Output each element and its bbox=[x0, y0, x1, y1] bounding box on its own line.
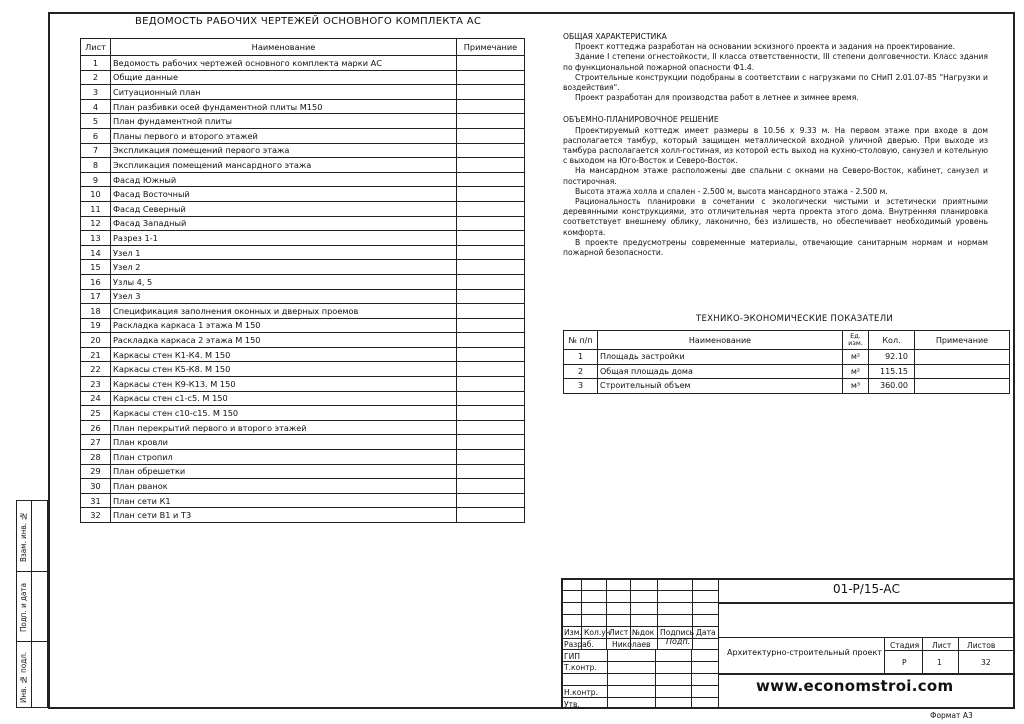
tep-unit: м² bbox=[843, 364, 869, 379]
stamp-grid-line bbox=[561, 614, 718, 615]
signature: Подп. bbox=[666, 637, 691, 646]
tep-col-name: Наименование bbox=[598, 331, 843, 350]
row-sheet: 8 bbox=[81, 158, 111, 173]
table-row bbox=[81, 406, 525, 421]
tep-col-num: № п/п bbox=[564, 331, 598, 350]
stamp-grid-line bbox=[561, 626, 718, 627]
table-row bbox=[81, 435, 525, 450]
row-sheet: 9 bbox=[81, 172, 111, 187]
row-name: Экспликация помещений мансардного этажа bbox=[111, 158, 457, 173]
stamp-col-kol: Кол.уч bbox=[584, 628, 611, 637]
general-p9: В проекте предусмотрены современные материалы, отвечающие санитарным нормам и нормам пожарной безопасности. bbox=[563, 237, 988, 258]
row-name: План кровли bbox=[111, 435, 457, 450]
tep-unit: м³ bbox=[843, 379, 869, 394]
row-note bbox=[457, 231, 525, 246]
row-name: Фасад Северный bbox=[111, 201, 457, 216]
row-sheet: 31 bbox=[81, 493, 111, 508]
row-sheet: 22 bbox=[81, 362, 111, 377]
side-label-sign: Подп. и дата bbox=[19, 582, 28, 632]
stamp-col-sign: Подпись bbox=[660, 628, 695, 637]
stamp-grid-line bbox=[561, 638, 718, 639]
row-name: Узлы 4, 5 bbox=[111, 274, 457, 289]
row-name: План перекрытий первого и второго этажей bbox=[111, 420, 457, 435]
table-row bbox=[81, 85, 525, 100]
table-row bbox=[81, 216, 525, 231]
table-row bbox=[81, 231, 525, 246]
col-note: Примечание bbox=[457, 39, 525, 56]
tep-num: 3 bbox=[564, 379, 598, 394]
tep-note bbox=[915, 350, 1010, 365]
row-note bbox=[457, 318, 525, 333]
row-note bbox=[457, 172, 525, 187]
stamp-grid-line bbox=[692, 578, 693, 649]
stamp-grid-line bbox=[718, 673, 1015, 675]
stamp-grid-line bbox=[718, 637, 1015, 638]
stamp-grid-line bbox=[958, 637, 959, 673]
drawings-title: ВЕДОМОСТЬ РАБОЧИХ ЧЕРТЕЖЕЙ ОСНОВНОГО КОМПЛЕКТА АС bbox=[135, 16, 482, 27]
row-sheet: 11 bbox=[81, 201, 111, 216]
table-row bbox=[81, 347, 525, 362]
stage-value: Р bbox=[902, 658, 907, 667]
tep-name: Строительный объем bbox=[598, 379, 843, 394]
row-name: Узел 1 bbox=[111, 245, 457, 260]
stamp-col-date: Дата bbox=[696, 628, 716, 637]
sheet-format: Формат А3 bbox=[930, 711, 973, 720]
row-sheet: 6 bbox=[81, 128, 111, 143]
row-note bbox=[457, 201, 525, 216]
row-sheet: 19 bbox=[81, 318, 111, 333]
stamp-role-gip: ГИП bbox=[564, 652, 581, 661]
col-sheet: Лист bbox=[81, 39, 111, 56]
table-row bbox=[81, 128, 525, 143]
row-note bbox=[457, 187, 525, 202]
tep-num: 2 bbox=[564, 364, 598, 379]
row-name: Спецификация заполнения оконных и дверных проемов bbox=[111, 304, 457, 319]
row-sheet: 26 bbox=[81, 420, 111, 435]
stamp-grid-line bbox=[884, 650, 1015, 651]
row-note bbox=[457, 99, 525, 114]
stamp-grid-line bbox=[884, 637, 885, 673]
row-sheet: 17 bbox=[81, 289, 111, 304]
row-note bbox=[457, 260, 525, 275]
document-code: 01-Р/15-АС bbox=[832, 582, 901, 596]
table-row bbox=[81, 143, 525, 158]
sheets-header: Листов bbox=[967, 641, 996, 650]
side-label-replace: Взам. инв. № bbox=[19, 511, 28, 563]
general-p3: Строительные конструкции подобраны в соответствии с нагрузками по СНиП 2.01.07-85 "Нагрузки и воздействия". bbox=[563, 72, 988, 93]
stamp-role-razrab: Разраб. bbox=[564, 640, 594, 649]
row-note bbox=[457, 158, 525, 173]
stamp-grid-line bbox=[561, 661, 718, 662]
row-name: План сети В1 и Т3 bbox=[111, 508, 457, 523]
row-sheet: 3 bbox=[81, 85, 111, 100]
stamp-grid-line bbox=[581, 578, 582, 649]
table-row bbox=[81, 187, 525, 202]
table-row bbox=[564, 364, 1010, 379]
row-note bbox=[457, 143, 525, 158]
row-sheet: 14 bbox=[81, 245, 111, 260]
stamp-grid-line bbox=[561, 649, 718, 650]
stamp-grid-line bbox=[655, 649, 656, 709]
planning-heading: ОБЪЕМНО-ПЛАНИРОВОЧНОЕ РЕШЕНИЕ bbox=[563, 115, 719, 125]
row-note bbox=[457, 435, 525, 450]
row-sheet: 15 bbox=[81, 260, 111, 275]
table-row bbox=[81, 245, 525, 260]
tep-name: Площадь застройки bbox=[598, 350, 843, 365]
tep-name: Общая площадь дома bbox=[598, 364, 843, 379]
stamp-razrab-name: Николаев bbox=[612, 640, 651, 649]
row-sheet: 7 bbox=[81, 143, 111, 158]
table-row bbox=[81, 377, 525, 392]
tep-note bbox=[915, 379, 1010, 394]
stage-header: Стадия bbox=[890, 641, 920, 650]
row-name: Каркасы стен с10-с15. М 150 bbox=[111, 406, 457, 421]
general-p2: Здание I степени огнестойкости, II класса ответственности, III степени долговечности. Класс здания по функциональной пожарной опасности Ф1.4. bbox=[563, 52, 988, 72]
stamp-col-ndoc: №док bbox=[632, 628, 655, 637]
row-name: Каркасы стен К9-К13. М 150 bbox=[111, 377, 457, 392]
general-p4: Проект разработан для производства работ в летнее и зимнее время. bbox=[575, 93, 859, 103]
row-name: План обрешетки bbox=[111, 464, 457, 479]
tep-qty: 92.10 bbox=[869, 350, 915, 365]
table-row bbox=[81, 70, 525, 85]
stamp-grid-line bbox=[691, 649, 692, 709]
stamp-role-nkontr: Н.контр. bbox=[564, 688, 598, 697]
table-row bbox=[81, 479, 525, 494]
row-name: Фасад Восточный bbox=[111, 187, 457, 202]
row-sheet: 32 bbox=[81, 508, 111, 523]
row-sheet: 23 bbox=[81, 377, 111, 392]
row-sheet: 24 bbox=[81, 391, 111, 406]
row-sheet: 21 bbox=[81, 347, 111, 362]
table-row bbox=[81, 274, 525, 289]
row-sheet: 12 bbox=[81, 216, 111, 231]
row-sheet: 16 bbox=[81, 274, 111, 289]
general-p7: Высота этажа холла и спален - 2.500 м, высота мансардного этажа - 2.500 м. bbox=[575, 186, 888, 196]
row-note bbox=[457, 333, 525, 348]
stamp-role-utv: Утв. bbox=[564, 700, 580, 709]
row-name: Узел 3 bbox=[111, 289, 457, 304]
row-note bbox=[457, 391, 525, 406]
row-note bbox=[457, 128, 525, 143]
row-name: Узел 2 bbox=[111, 260, 457, 275]
row-name: Раскладка каркаса 1 этажа М 150 bbox=[111, 318, 457, 333]
row-note bbox=[457, 304, 525, 319]
table-row bbox=[81, 158, 525, 173]
stamp-grid-line bbox=[561, 685, 718, 686]
general-heading: ОБЩАЯ ХАРАКТЕРИСТИКА bbox=[563, 32, 667, 41]
table-row bbox=[81, 464, 525, 479]
sheet-header: Лист bbox=[932, 641, 952, 650]
row-note bbox=[457, 70, 525, 85]
stamp-col-izm: Изм. bbox=[564, 628, 582, 637]
table-row bbox=[81, 420, 525, 435]
general-p5: Проектируемый коттедж имеет размеры в 10.56 х 9.33 м. На первом этаже при входе в дом располагается тамбур, который защищен металлической входной уличной дверью. При выходе из тамбура располагается холл-гостиная, из которой есть выход на кухню-столовую, санузел и котельную с выходом на Юго-Восток и Северо-Восток. bbox=[563, 125, 988, 166]
row-sheet: 20 bbox=[81, 333, 111, 348]
row-note bbox=[457, 289, 525, 304]
tep-qty: 115.15 bbox=[869, 364, 915, 379]
stamp-grid-line bbox=[630, 578, 631, 649]
table-row bbox=[81, 172, 525, 187]
tep-qty: 360.00 bbox=[869, 379, 915, 394]
row-name: План сети К1 bbox=[111, 493, 457, 508]
stamp-grid-line bbox=[561, 673, 718, 674]
row-note bbox=[457, 114, 525, 129]
table-row bbox=[81, 260, 525, 275]
row-name: Планы первого и второго этажей bbox=[111, 128, 457, 143]
row-name: Общие данные bbox=[111, 70, 457, 85]
row-sheet: 13 bbox=[81, 231, 111, 246]
website-watermark: www.economstroi.com bbox=[756, 677, 954, 695]
general-section bbox=[563, 30, 988, 258]
row-sheet: 27 bbox=[81, 435, 111, 450]
col-name: Наименование bbox=[111, 39, 457, 56]
table-row bbox=[81, 508, 525, 523]
row-sheet: 30 bbox=[81, 479, 111, 494]
stamp-grid-line bbox=[561, 697, 718, 698]
row-name: План фундаментной плиты bbox=[111, 114, 457, 129]
row-name: Экспликация помещений первого этажа bbox=[111, 143, 457, 158]
stamp-grid-line bbox=[606, 578, 607, 649]
table-row bbox=[81, 289, 525, 304]
table-row bbox=[81, 333, 525, 348]
stamp-grid-line bbox=[922, 637, 923, 673]
row-note bbox=[457, 450, 525, 465]
tep-col-note: Примечание bbox=[915, 331, 1010, 350]
row-name: Каркасы стен К5-К8. М 150 bbox=[111, 362, 457, 377]
stamp-grid-line bbox=[657, 578, 658, 649]
row-sheet: 18 bbox=[81, 304, 111, 319]
row-sheet: 1 bbox=[81, 56, 111, 71]
stamp-grid-line bbox=[561, 590, 718, 591]
project-type: Архитектурно-строительный проект bbox=[727, 648, 882, 657]
drawings-table bbox=[80, 38, 525, 523]
row-note bbox=[457, 56, 525, 71]
row-name: Ситуационный план bbox=[111, 85, 457, 100]
row-sheet: 5 bbox=[81, 114, 111, 129]
row-note bbox=[457, 216, 525, 231]
row-sheet: 28 bbox=[81, 450, 111, 465]
row-note bbox=[457, 406, 525, 421]
row-sheet: 25 bbox=[81, 406, 111, 421]
row-name: Фасад Западный bbox=[111, 216, 457, 231]
table-row bbox=[81, 201, 525, 216]
general-p1: Проект коттеджа разработан на основании эскизного проекта и задания на проектирование. bbox=[575, 42, 956, 52]
row-sheet: 10 bbox=[81, 187, 111, 202]
row-note bbox=[457, 508, 525, 523]
side-stamp bbox=[16, 500, 48, 708]
stamp-grid-line bbox=[718, 602, 1015, 604]
row-note bbox=[457, 493, 525, 508]
stamp-grid-line bbox=[607, 649, 608, 709]
sheet-value: 1 bbox=[937, 658, 942, 667]
row-note bbox=[457, 274, 525, 289]
tep-col-unit: Ед. изм. bbox=[843, 331, 869, 350]
table-row bbox=[564, 350, 1010, 365]
general-p6: На мансардном этаже расположены две спальни с окнами на Северо-Восток, кабинет, санузел и постирочная. bbox=[563, 166, 988, 186]
general-p8: Рациональность планировки в сочетании с экологически чистыми и эстетически приятными деревянными конструкциями, это отличительная черта проекта этого дома. Внутренняя планировка соответствует внешнему облику, лаконично, без излишеств, но обеспечивает необходимый уровень комфорта. bbox=[563, 197, 988, 237]
table-row bbox=[81, 391, 525, 406]
tep-title: ТЕХНИКО-ЭКОНОМИЧЕСКИЕ ПОКАЗАТЕЛИ bbox=[696, 314, 894, 324]
row-note bbox=[457, 464, 525, 479]
row-note bbox=[457, 377, 525, 392]
row-note bbox=[457, 85, 525, 100]
sheets-value: 32 bbox=[981, 658, 991, 667]
stamp-col-list: Лист bbox=[609, 628, 629, 637]
row-note bbox=[457, 479, 525, 494]
row-note bbox=[457, 420, 525, 435]
table-row bbox=[81, 99, 525, 114]
row-sheet: 2 bbox=[81, 70, 111, 85]
tep-table bbox=[563, 330, 1010, 394]
tep-note bbox=[915, 364, 1010, 379]
table-row bbox=[81, 362, 525, 377]
table-row bbox=[81, 56, 525, 71]
row-note bbox=[457, 245, 525, 260]
table-row bbox=[81, 304, 525, 319]
row-name: Ведомость рабочих чертежей основного комплекта марки АС bbox=[111, 56, 457, 71]
row-name: Каркасы стен с1-с5. М 150 bbox=[111, 391, 457, 406]
row-name: Каркасы стен К1-К4. М 150 bbox=[111, 347, 457, 362]
row-note bbox=[457, 362, 525, 377]
table-row bbox=[564, 379, 1010, 394]
row-sheet: 29 bbox=[81, 464, 111, 479]
row-name: Раскладка каркаса 2 этажа М 150 bbox=[111, 333, 457, 348]
row-name: Разрез 1-1 bbox=[111, 231, 457, 246]
table-row bbox=[81, 450, 525, 465]
stamp-role-tkontr: Т.контр. bbox=[564, 663, 597, 672]
stamp-grid-line bbox=[561, 602, 718, 603]
tep-unit: м² bbox=[843, 350, 869, 365]
row-name: Фасад Южный bbox=[111, 172, 457, 187]
table-row bbox=[81, 318, 525, 333]
table-row bbox=[81, 114, 525, 129]
row-name: План стропил bbox=[111, 450, 457, 465]
row-name: План рванок bbox=[111, 479, 457, 494]
tep-num: 1 bbox=[564, 350, 598, 365]
table-row bbox=[81, 493, 525, 508]
tep-col-qty: Кол. bbox=[869, 331, 915, 350]
row-name: План разбивки осей фундаментной плиты М150 bbox=[111, 99, 457, 114]
row-note bbox=[457, 347, 525, 362]
row-sheet: 4 bbox=[81, 99, 111, 114]
stamp-grid-line bbox=[718, 578, 719, 709]
side-label-inv: Инв. № подл. bbox=[19, 651, 28, 703]
